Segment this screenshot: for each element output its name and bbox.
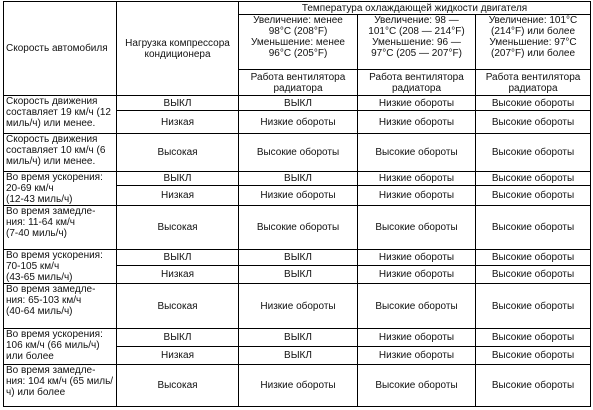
fan-low-temp: ВЫКЛ [239,265,358,283]
header-temp-low: Увеличение: менее 98°C (208°F) Уменьшение: менее 96°C (205°F) [239,15,358,70]
fan-high-temp: Высокие обороты [476,250,591,266]
fan-high-temp: Высокие обороты [476,134,591,172]
table-row [4,329,591,347]
fan-mid-temp: Низкие обороты [358,347,476,365]
speed-condition: Во время ускорения: 20-69 км/ч (12-43 миль/ч) [4,172,117,206]
header-temp-high: Увеличение: 101°C (214°F) или более Уменьшение: 97°C (207°F) или более [476,15,591,70]
table-row [4,134,591,172]
fan-mid-temp: Низкие обороты [358,172,476,186]
speed-condition: Во время замедле- ния: 104 км/ч (65 миль/ч) или более [4,365,117,407]
fan-mid-temp: Низкие обороты [358,96,476,111]
fan-low-temp: ВЫКЛ [239,250,358,266]
speed-condition: Во время ускорения: 70-105 км/ч (43-65 миль/ч) [4,250,117,284]
compressor-load: ВЫКЛ [117,96,239,111]
table-row [4,96,591,111]
compressor-load: Низкая [117,265,239,283]
fan-high-temp: Высокие обороты [476,206,591,250]
compressor-load: ВЫКЛ [117,250,239,266]
fan-high-temp: Высокие обороты [476,365,591,407]
table-row [4,284,591,329]
speed-condition: Скорость движения составляет 10 км/ч (6 миль/ч) или менее. [4,134,117,172]
fan-mid-temp: Низкие обороты [358,111,476,134]
fan-high-temp: Высокие обороты [476,111,591,134]
fan-high-temp: Высокие обороты [476,265,591,283]
table-row [4,365,591,407]
fan-low-temp: ВЫКЛ [239,347,358,365]
speed-condition: Во время ускорения: 106 км/ч (66 миль/ч) или более [4,329,117,365]
speed-condition: Во время замедле- ния: 11-64 км/ч (7-40 миль/ч) [4,206,117,250]
fan-low-temp: Низкие обороты [239,186,358,206]
fan-low-temp: ВЫКЛ [239,329,358,347]
table-row [4,206,591,250]
fan-low-temp: Низкие обороты [239,365,358,407]
compressor-load: Высокая [117,134,239,172]
compressor-load: ВЫКЛ [117,172,239,186]
fan-mid-temp: Высокие обороты [358,206,476,250]
spec-table-container [3,1,590,407]
fan-high-temp: Высокие обороты [476,186,591,206]
compressor-load: Низкая [117,186,239,206]
fan-high-temp: Высокие обороты [476,172,591,186]
speed-condition: Во время замедле- ния: 65-103 км/ч (40-64 миль/ч) [4,284,117,329]
fan-mid-temp: Высокие обороты [358,284,476,329]
compressor-load: Низкая [117,111,239,134]
header-vehicle-speed: Скорость автомобиля [4,2,117,96]
fan-high-temp: Высокие обороты [476,347,591,365]
table-row [4,172,591,186]
fan-mid-temp: Низкие обороты [358,186,476,206]
table-row [4,250,591,266]
radiator-fan-table [3,1,591,407]
fan-mid-temp: Высокие обороты [358,365,476,407]
fan-mid-temp: Низкие обороты [358,250,476,266]
fan-low-temp: ВЫКЛ [239,96,358,111]
speed-condition: Скорость движения составляет 19 км/ч (12 миль/ч) или менее. [4,96,117,134]
fan-mid-temp: Высокие обороты [358,134,476,172]
compressor-load: ВЫКЛ [117,329,239,347]
fan-low-temp: Низкие обороты [239,284,358,329]
fan-low-temp: Высокие обороты [239,206,358,250]
fan-high-temp: Высокие обороты [476,284,591,329]
header-ac-compressor-load: Нагрузка компрессора кондиционера [117,2,239,96]
header-fan-operation: Работа вентилятора радиатора [239,70,358,96]
header-fan-operation: Работа вентилятора радиатора [476,70,591,96]
compressor-load: Низкая [117,347,239,365]
compressor-load: Высокая [117,284,239,329]
fan-high-temp: Высокие обороты [476,96,591,111]
fan-mid-temp: Низкие обороты [358,329,476,347]
compressor-load: Высокая [117,206,239,250]
fan-low-temp: ВЫКЛ [239,172,358,186]
header-fan-operation: Работа вентилятора радиатора [358,70,476,96]
fan-low-temp: Низкие обороты [239,111,358,134]
header-coolant-temperature: Температура охлаждающей жидкости двигателя [239,2,591,15]
fan-low-temp: Высокие обороты [239,134,358,172]
fan-mid-temp: Низкие обороты [358,265,476,283]
fan-high-temp: Высокие обороты [476,329,591,347]
compressor-load: Высокая [117,365,239,407]
header-temp-mid: Увеличение: 98 — 101°C (208 — 214°F) Уменьшение: 96 — 97°C (205 — 207°F) [358,15,476,70]
